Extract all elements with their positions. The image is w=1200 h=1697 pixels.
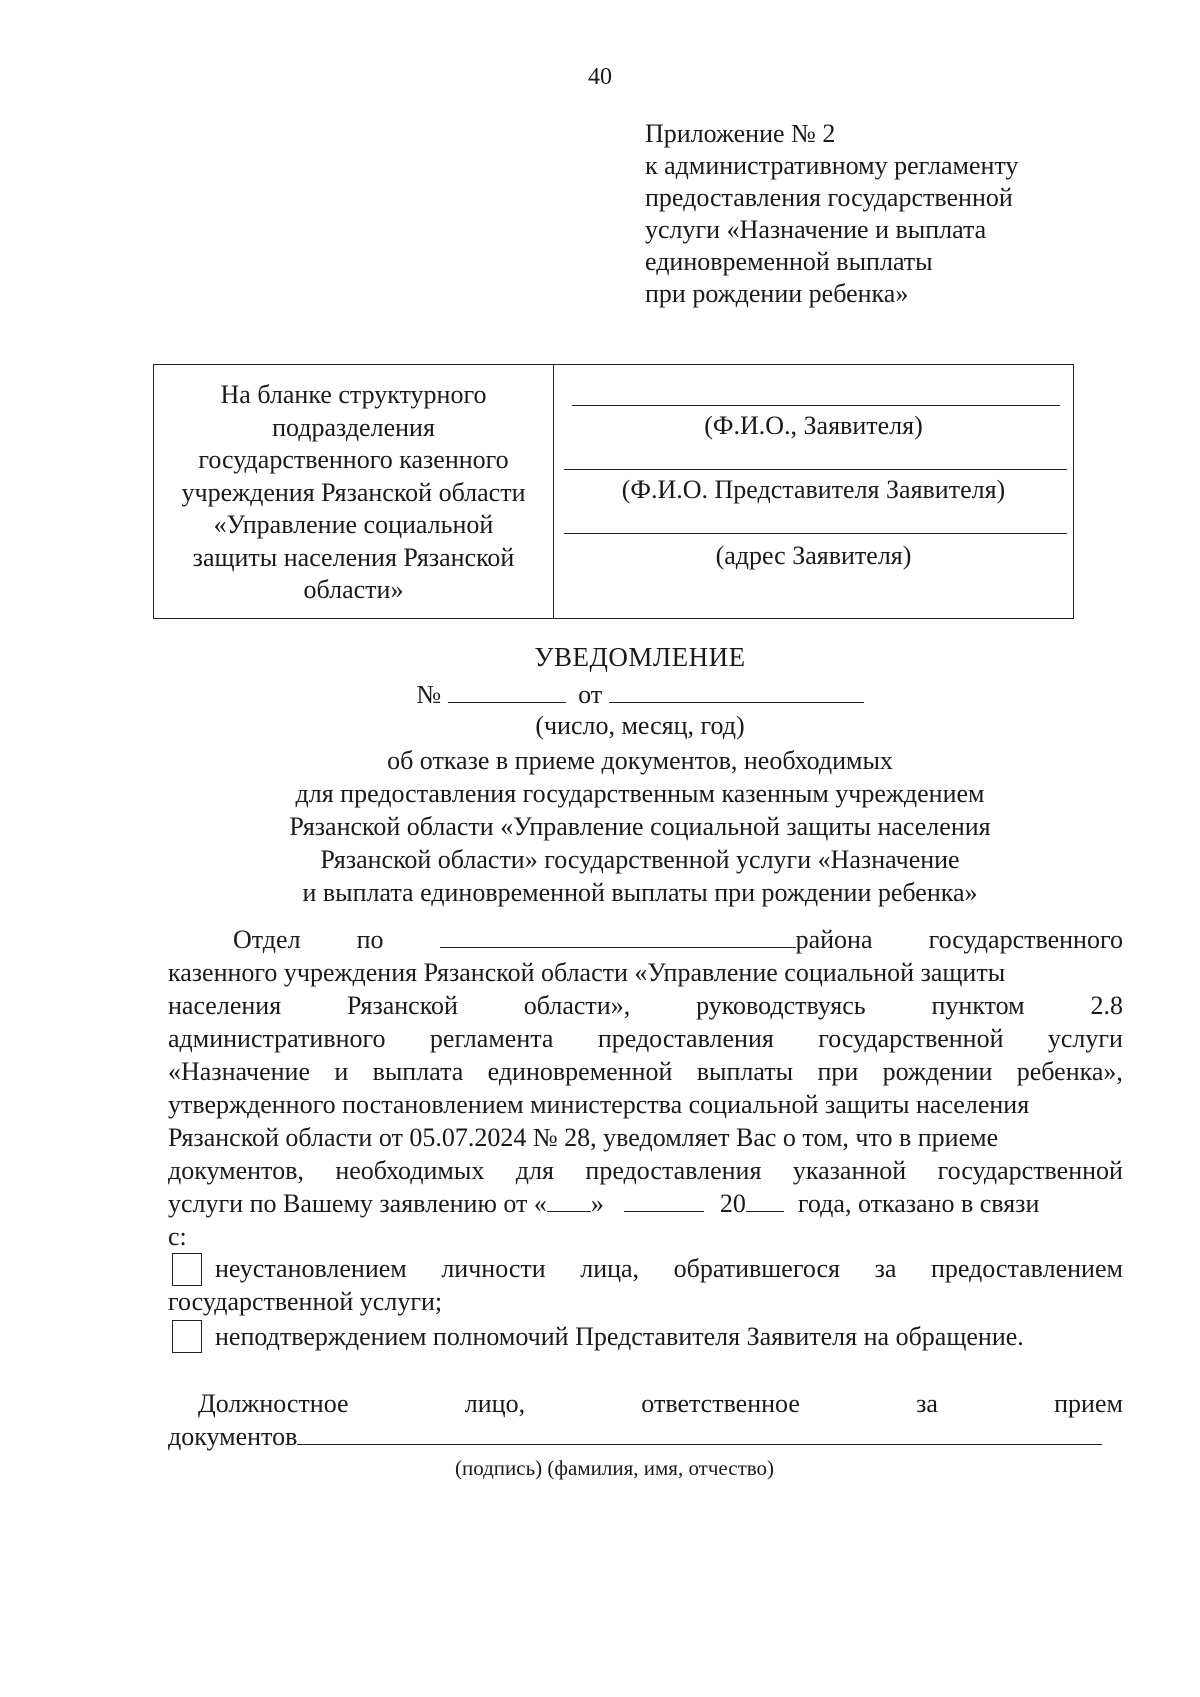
word: неустановлением bbox=[215, 1254, 407, 1283]
district-name-field[interactable] bbox=[440, 925, 796, 948]
addressee-cell bbox=[554, 365, 1073, 618]
body-line-5 bbox=[168, 1057, 1123, 1087]
representative-caption: (Ф.И.О. Представителя Заявителя) bbox=[621, 475, 1006, 504]
word: и bbox=[334, 1057, 349, 1086]
official-signature-field[interactable] bbox=[297, 1422, 1102, 1445]
letterhead-line: области» bbox=[303, 575, 404, 604]
from-word: от bbox=[578, 680, 603, 709]
page-number: 40 bbox=[588, 64, 612, 90]
appendix-line: Приложение № 2 bbox=[645, 119, 836, 148]
application-day-field[interactable] bbox=[547, 1189, 591, 1212]
body-line-2 bbox=[168, 958, 1123, 988]
word: предоставлением bbox=[930, 1254, 1123, 1283]
word: района bbox=[795, 925, 873, 954]
option-2-text: неподтверждением полномочий Представителя Заявителя на обращение. bbox=[215, 1322, 1024, 1351]
number-sign: № bbox=[416, 680, 442, 709]
word: при bbox=[817, 1057, 859, 1086]
date-caption: (число, месяц, год) bbox=[535, 711, 745, 740]
body-text: » bbox=[590, 1189, 604, 1218]
representative-name-line[interactable] bbox=[564, 469, 1067, 470]
signature-line-2 bbox=[168, 1422, 1123, 1452]
header-table bbox=[153, 364, 1074, 619]
word: за bbox=[874, 1254, 897, 1283]
subject-line: и выплата единовременной выплаты при рождении ребенка» bbox=[302, 878, 978, 907]
word: пунктом bbox=[931, 991, 1025, 1020]
word: за bbox=[916, 1389, 938, 1418]
notice-number-row bbox=[140, 678, 1140, 710]
appendix-line: услуги «Назначение и выплата bbox=[645, 215, 987, 244]
letterhead-line: «Управление социальной bbox=[213, 510, 494, 539]
letterhead-cell bbox=[154, 365, 554, 618]
word: предоставления bbox=[597, 1024, 774, 1053]
body-text: Рязанской области от 05.07.2024 № 28, уведомляет Вас о том, что в приеме bbox=[168, 1123, 999, 1152]
notice-date-field[interactable] bbox=[609, 678, 864, 703]
notice-subject bbox=[140, 744, 1140, 909]
word: Рязанской bbox=[347, 991, 458, 1020]
word: населения bbox=[168, 991, 282, 1020]
notice-title: УВЕДОМЛЕНИЕ bbox=[534, 642, 746, 672]
subject-line: для предоставления государственным казенным учреждением bbox=[295, 779, 985, 808]
body-text: 20 bbox=[719, 1189, 746, 1218]
word: выплата bbox=[372, 1057, 464, 1086]
appendix-line: при рождении ребенка» bbox=[645, 279, 909, 308]
district-group bbox=[440, 925, 873, 955]
signature-label: документов bbox=[168, 1422, 298, 1451]
letterhead-line: учреждения Рязанской области bbox=[181, 477, 526, 507]
word: услуги bbox=[1047, 1024, 1123, 1053]
word: указанной bbox=[792, 1156, 907, 1185]
body-line-10 bbox=[168, 1222, 1123, 1252]
word: предоставления bbox=[585, 1156, 762, 1185]
word: руководствуясь bbox=[696, 991, 866, 1020]
word: документов, bbox=[168, 1156, 304, 1185]
word: Должностное bbox=[198, 1389, 349, 1418]
body-text: казенного учреждения Рязанской области «Управление социальной защиты bbox=[168, 958, 1006, 987]
month-wrap bbox=[624, 1189, 704, 1219]
address-caption: (адрес Заявителя) bbox=[715, 541, 912, 570]
subject-line: Рязанской области» государственной услуги «Назначение bbox=[320, 845, 960, 874]
body-line-7 bbox=[168, 1123, 1123, 1153]
letterhead-line: На бланке структурного bbox=[220, 380, 487, 409]
body-text: года, отказано в связи bbox=[797, 1189, 1040, 1218]
refusal-reason-checkbox-identity[interactable] bbox=[172, 1253, 202, 1286]
word: Отдел bbox=[233, 925, 301, 954]
body-text: услуги по Вашему заявлению от « bbox=[168, 1189, 547, 1218]
word: административного bbox=[168, 1024, 386, 1053]
body-line-9 bbox=[168, 1189, 1123, 1219]
applicant-caption: (Ф.И.О., Заявителя) bbox=[704, 411, 923, 440]
signature-line-1 bbox=[198, 1389, 1123, 1419]
letterhead-line: подразделения bbox=[272, 412, 435, 442]
word: лица, bbox=[580, 1254, 640, 1283]
address-line[interactable] bbox=[564, 533, 1067, 534]
word: выплаты bbox=[696, 1057, 794, 1086]
word: прием bbox=[1054, 1389, 1123, 1418]
word: для bbox=[515, 1156, 554, 1185]
word: обратившегося bbox=[673, 1254, 840, 1283]
word: государственной bbox=[818, 1024, 1004, 1053]
word: ответственное bbox=[641, 1389, 800, 1418]
option-1-line-1 bbox=[215, 1254, 1123, 1284]
word: государственной bbox=[937, 1156, 1123, 1185]
notice-number-field[interactable] bbox=[448, 678, 566, 703]
appendix-header bbox=[645, 118, 1115, 310]
word: регламента bbox=[429, 1024, 554, 1053]
word: личности bbox=[441, 1254, 546, 1283]
word: области», bbox=[523, 991, 631, 1020]
refusal-reason-checkbox-authority[interactable] bbox=[172, 1320, 202, 1353]
word: «Назначение bbox=[168, 1057, 310, 1086]
subject-line: Рязанской области «Управление социальной защиты населения bbox=[289, 812, 991, 841]
word: 2.8 bbox=[1090, 991, 1123, 1020]
word: государственного bbox=[928, 925, 1123, 954]
word: по bbox=[356, 925, 384, 954]
subject-line: об отказе в приеме документов, необходимых bbox=[387, 746, 893, 775]
body-text: с: bbox=[168, 1222, 187, 1251]
word: рождении bbox=[882, 1057, 993, 1086]
appendix-line: единовременной выплаты bbox=[645, 247, 933, 276]
option-1-line-2: государственной услуги; bbox=[168, 1287, 443, 1316]
body-line-4 bbox=[168, 1024, 1123, 1054]
letterhead-line: государственного казенного bbox=[198, 445, 509, 474]
letterhead-line: защиты населения Рязанской bbox=[192, 542, 515, 572]
signature-caption: (подпись) (фамилия, имя, отчество) bbox=[455, 1456, 775, 1480]
application-year-field[interactable] bbox=[746, 1189, 784, 1212]
word: лицо, bbox=[464, 1389, 526, 1418]
word: необходимых bbox=[335, 1156, 485, 1185]
appendix-line: к административному регламенту bbox=[645, 151, 1019, 180]
appendix-line: предоставления государственной bbox=[645, 183, 1013, 212]
word: единовременной bbox=[487, 1057, 673, 1086]
body-text: утвержденного постановлением министерства социальной защиты населения bbox=[168, 1090, 1030, 1119]
application-month-field[interactable] bbox=[624, 1189, 704, 1212]
body-line-8 bbox=[168, 1156, 1123, 1186]
applicant-name-line[interactable] bbox=[572, 405, 1060, 406]
body-line-3 bbox=[168, 991, 1123, 1021]
word: ребенка», bbox=[1016, 1057, 1123, 1086]
body-line-6 bbox=[168, 1090, 1123, 1120]
body-line-1 bbox=[233, 925, 1123, 955]
